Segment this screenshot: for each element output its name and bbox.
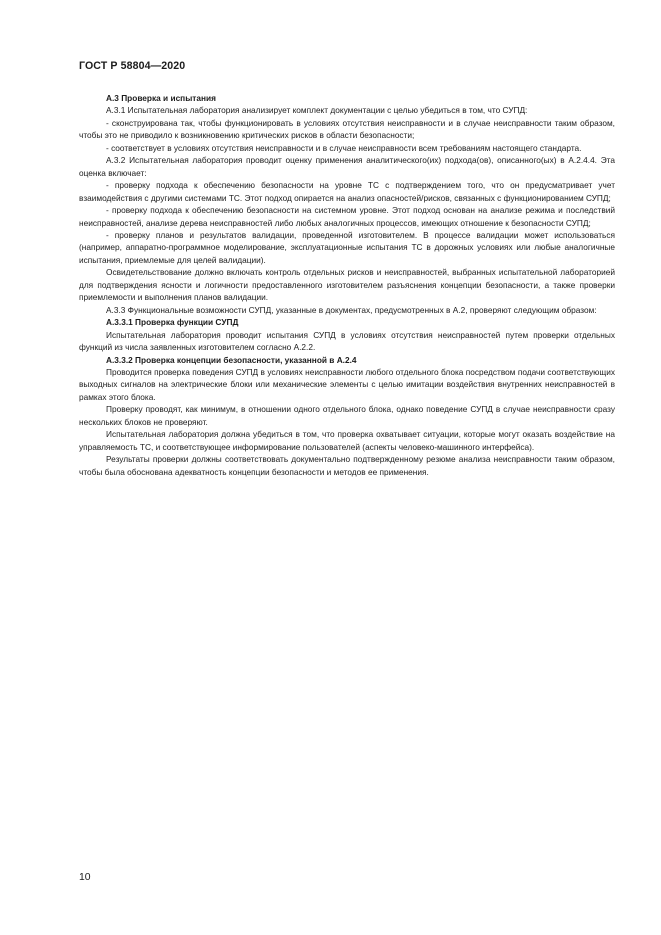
- list-item: - сконструирована так, чтобы функционировать в условиях отсутствия неисправности и в случае неисправности таким образом, чтобы это не приводило к возникновению критических рисков в области безопасности;: [79, 117, 615, 141]
- page-number: 10: [79, 872, 91, 883]
- document-body: [79, 92, 615, 478]
- subsection-heading: А.3.3.2 Проверка концепции безопасности, указанной в А.2.4: [106, 354, 357, 365]
- paragraph: А.3.2 Испытательная лаборатория проводит оценку применения аналитического(их) подхода(ов), описанного(ых) в А.2.4.4. Эта оценка включает:: [79, 155, 615, 178]
- paragraph: Испытательная лаборатория должна убедиться в том, что проверка охватывает ситуации, которые могут оказать воздействие на управляемость ТС, и соответствующее информирование пользователей (аспекты человеко-машинного интерфейса).: [79, 429, 615, 452]
- paragraph: А.3.1 Испытательная лаборатория анализирует комплект документации с целью убедиться в том, что СУПД:: [106, 105, 528, 116]
- paragraph: Испытательная лаборатория проводит испытания СУПД в условиях отсутствия неисправностей путем проверки отдельных функций из числа заявленных изготовителем согласно А.2.2.: [79, 329, 615, 353]
- paragraph: Проверку проводят, как минимум, в отношении одного отдельного блока, однако поведение СУПД в случае неисправности сразу нескольких блоков не проверяют.: [79, 404, 615, 427]
- list-item: - проверку подхода к обеспечению безопасности на системном уровне. Этот подход основан на анализе режима и последствий неисправностей, анализе дерева неисправностей либо любых аналогичных процессов, имеющих отношение к безопасности СУПД;: [79, 205, 615, 228]
- list-item: - проверку планов и результатов валидации, проведенной изготовителем. В процессе валидации может использоваться (например, аппаратно-программное моделирование, эксплуатационные испытания ТС в дорожных условиях или любые аналогичные испытания, приемлемые для целей валидации).: [79, 229, 615, 265]
- paragraph: Освидетельствование должно включать контроль отдельных рисков и неисправностей, выбранных испытательной лабораторией для подтверждения ясности и логичности предоставленного изготовителем разъяснения концепции безопасности, а также проверки приемлемости и выполнения планов валидации.: [79, 267, 615, 303]
- list-item: - проверку подхода к обеспечению безопасности на уровне ТС с подтверждением того, что он предусматривает учет взаимодействия с другими системами ТС. Этот подход опирается на анализ опасностей/рисков, связанных с функционированием СУПД;: [79, 180, 615, 203]
- document-code: ГОСТ Р 58804—2020: [79, 60, 186, 72]
- paragraph: А.3.3 Функциональные возможности СУПД, указанные в документах, предусмотренных в А.2, проверяют следующим образом:: [106, 304, 597, 315]
- subsection-heading: А.3.3.1 Проверка функции СУПД: [106, 317, 239, 328]
- section-heading: А.3 Проверка и испытания: [106, 93, 216, 103]
- paragraph: Проводится проверка поведения СУПД в условиях неисправности любого отдельного блока посредством подачи соответствующих выходных сигналов на электрические блоки или механические элементы с целью имитации воздействия внутренних неисправностей в рамках этого блока.: [79, 366, 615, 402]
- list-item: - соответствует в условиях отсутствия неисправности и в случае неисправности всем требованиям настоящего стандарта.: [106, 142, 582, 153]
- paragraph: Результаты проверки должны соответствовать документально подтвержденному резюме анализа неисправности таким образом, чтобы была обоснована адекватность концепции безопасности и методов ее применения.: [79, 454, 615, 477]
